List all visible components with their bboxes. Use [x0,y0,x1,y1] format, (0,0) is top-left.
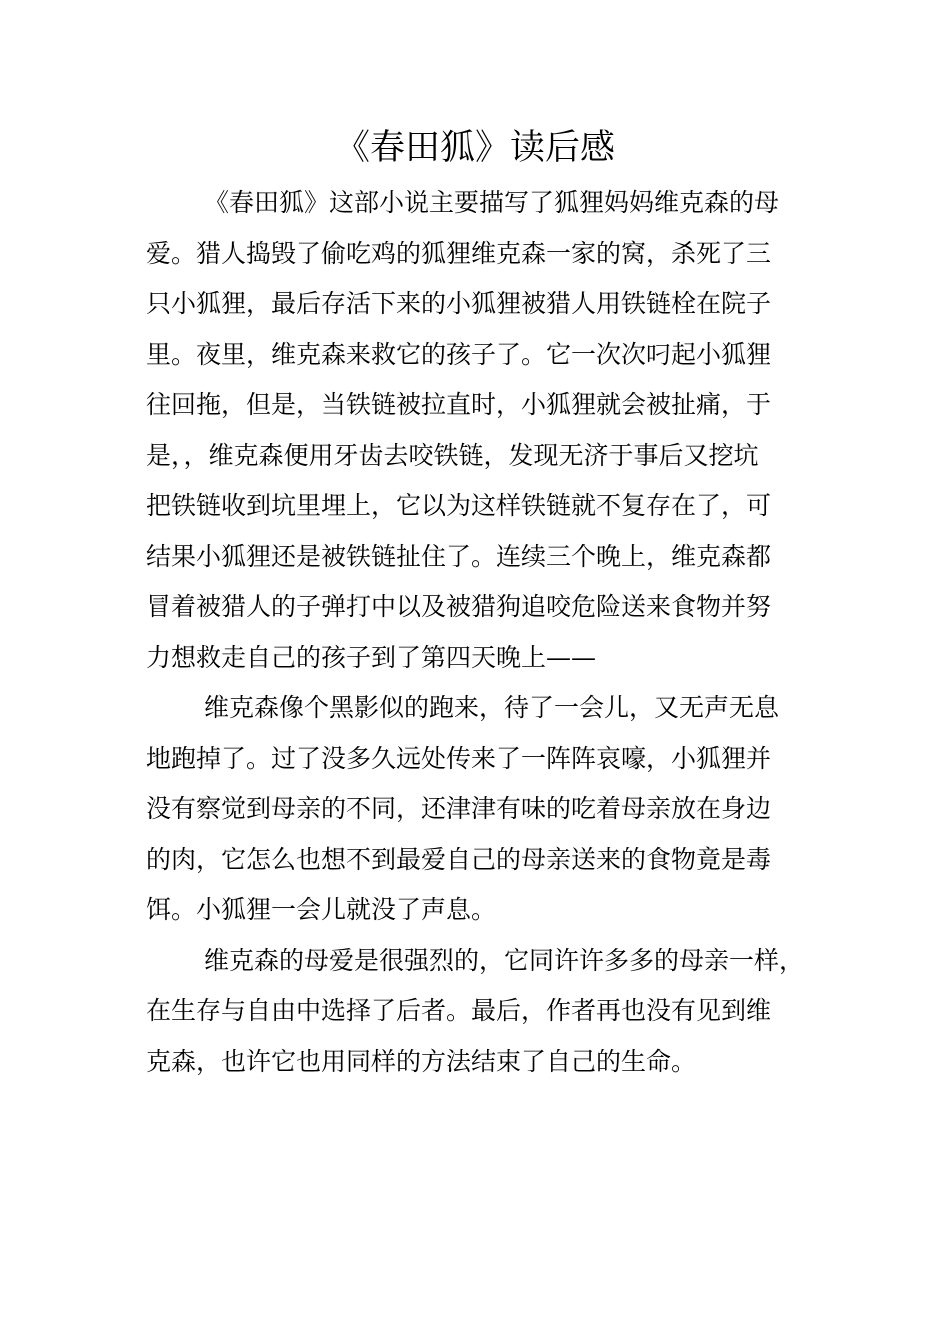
text-line: 里。夜里，维克森来救它的孩子了。它一次次叼起小狐狸 [146,339,772,369]
text-line: 饵。小狐狸一会儿就没了声息。 [146,895,497,924]
text-line: 冒着被猎人的子弹打中以及被猎狗追咬危险送来食物并努 [146,592,772,621]
text-line: 把铁链收到坑里埋上，它以为这样铁链就不复存在了，可 [146,491,772,520]
text-line: 没有察觉到母亲的不同，还津津有味的吃着母亲放在身边 [146,794,772,823]
text-line: 的肉，它怎么也想不到最爱自己的母亲送来的食物竟是毒 [146,844,772,874]
paragraph-1 [146,178,816,683]
text-line: 《春田狐》这部小说主要描写了狐狸妈妈维克森的母 [204,188,780,217]
text-line: 力想救走自己的孩子到了第四天晚上—— [146,642,597,672]
text-line: 爱。猎人捣毁了偷吃鸡的狐狸维克森一家的窝，杀死了三 [146,238,772,268]
text-line: 克森，也许它也用同样的方法结束了自己的生命。 [146,1046,697,1076]
text-line: 地跑掉了。过了没多久远处传来了一阵阵哀嚎，小狐狸并 [146,743,772,773]
paragraph-3 [146,936,816,1088]
text-line: 是，，维克森便用牙齿去咬铁链，发现无济于事后又挖坑 [146,440,759,470]
document-body [146,178,816,1087]
paragraph-2 [146,683,816,936]
document-title: 《春田狐》读后感 [334,128,615,168]
text-line: 维克森的母爱是很强烈的，它同许许多多的母亲一样， [204,945,805,975]
text-line: 只小狐狸，最后存活下来的小狐狸被猎人用铁链栓在院子 [146,289,772,318]
text-line: 在生存与自由中选择了后者。最后，作者再也没有见到维 [146,996,772,1025]
text-line: 结果小狐狸还是被铁链扯住了。连续三个晚上，维克森都 [146,541,772,571]
text-line: 维克森像个黑影似的跑来，待了一会儿，又无声无息 [204,693,780,722]
text-line: 往回拖，但是，当铁链被拉直时，小狐狸就会被扯痛，于 [146,390,772,419]
